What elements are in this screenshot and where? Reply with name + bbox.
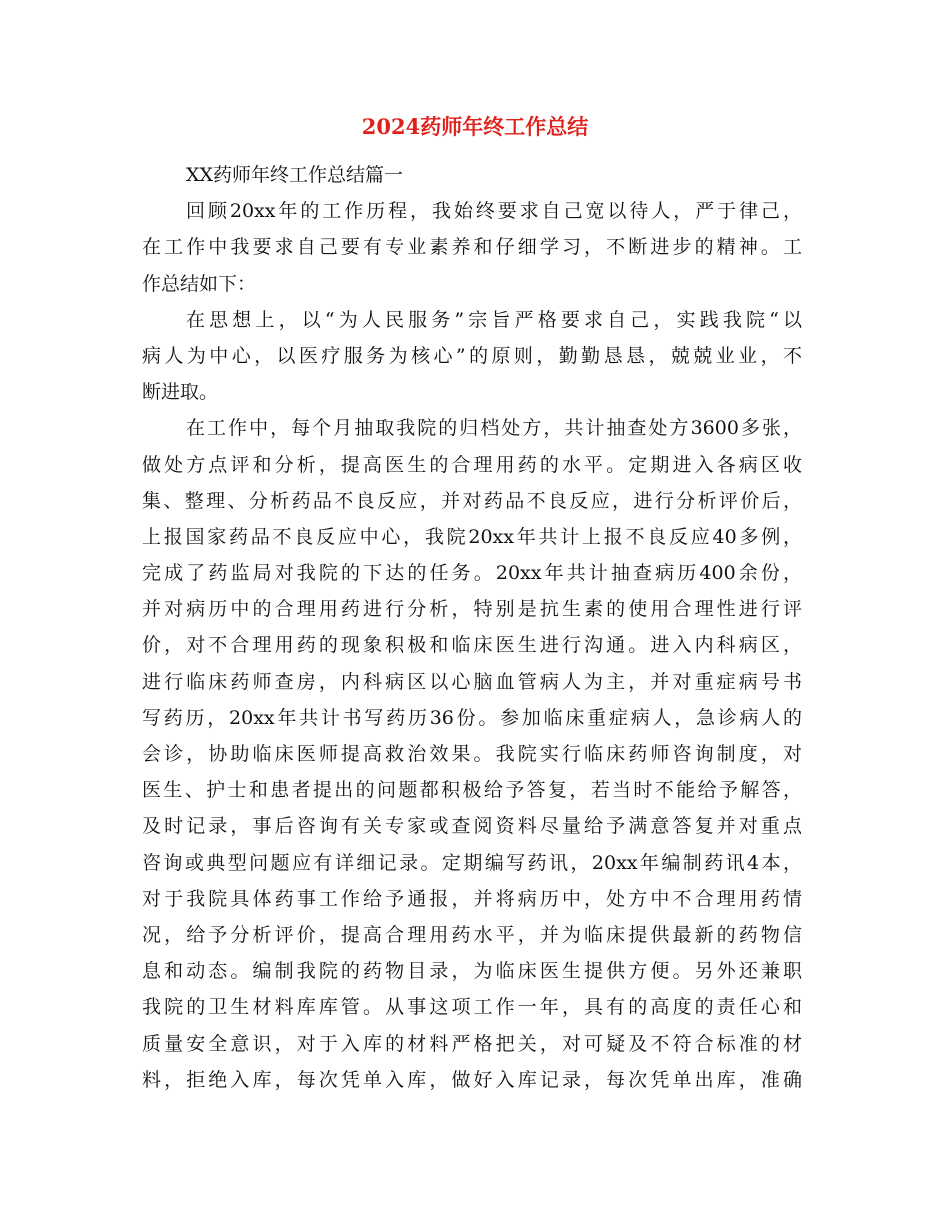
text-line: 息和动态。编制我院的药物目录，为临床医生提供方便。另外还兼职: [142, 960, 802, 983]
text-line: 咨询或典型问题应有详细记录。定期编写药讯，20xx年编制药讯4本，: [142, 851, 802, 874]
text-line: 集、整理、分析药品不良反应，并对药品不良反应，进行分析评价后，: [142, 489, 802, 512]
text-line: XX药师年终工作总结篇一: [186, 164, 404, 186]
text-line: 并对病历中的合理用药进行分析，特别是抗生素的使用合理性进行评: [142, 598, 802, 621]
text-line: 在思想上，以“为人民服务”宗旨严格要求自己，实践我院“以: [186, 308, 802, 331]
text-line: 在工作中我要求自己要有专业素养和仔细学习，不断进步的精神。工: [142, 236, 802, 259]
text-line: 写药历，20xx年共计书写药历36份。参加临床重症病人，急诊病人的: [142, 706, 802, 729]
text-line: 况，给予分析评价，提高合理用药水平，并为临床提供最新的药物信: [142, 923, 802, 946]
text-line: 病人为中心，以医疗服务为核心”的原则，勤勤恳恳，兢兢业业，不: [142, 344, 802, 367]
text-line: 上报国家药品不良反应中心，我院20xx年共计上报不良反应40多例，: [142, 525, 802, 548]
document-title: 2024药师年终工作总结: [361, 114, 589, 139]
text-line: 作总结如下：: [142, 272, 257, 295]
text-line: 我院的卫生材料库库管。从事这项工作一年，具有的高度的责任心和: [142, 996, 802, 1019]
text-line: 完成了药监局对我院的下达的任务。20xx年共计抽查病历400余份，: [142, 562, 802, 585]
text-line: 断进取。: [142, 381, 219, 404]
text-line: 回顾20xx年的工作历程，我始终要求自己宽以待人，严于律己，: [186, 200, 802, 223]
text-line: 质量安全意识，对于入库的材料严格把关，对可疑及不符合标准的材: [142, 1032, 802, 1055]
document-body: [142, 157, 802, 1098]
text-line: 对于我院具体药事工作给予通报，并将病历中，处方中不合理用药情: [142, 887, 802, 910]
text-line: 价，对不合理用药的现象积极和临床医生进行沟通。进入内科病区，: [142, 634, 802, 657]
text-line: 及时记录，事后咨询有关专家或查阅资料尽量给予满意答复并对重点: [142, 815, 802, 838]
text-line: 在工作中，每个月抽取我院的归档处方，共计抽查处方3600多张，: [186, 417, 802, 440]
text-line: 会诊，协助临床医师提高救治效果。我院实行临床药师咨询制度，对: [142, 743, 802, 765]
text-line: 做处方点评和分析，提高医生的合理用药的水平。定期进入各病区收: [142, 453, 802, 476]
text-line: 进行临床药师查房，内科病区以心脑血管病人为主，并对重症病号书: [142, 670, 802, 693]
text-line: 料，拒绝入库，每次凭单入库，做好入库记录，每次凭单出库，准确: [142, 1068, 802, 1091]
text-line: 医生、护士和患者提出的问题都积极给予答复，若当时不能给予解答，: [142, 779, 802, 802]
